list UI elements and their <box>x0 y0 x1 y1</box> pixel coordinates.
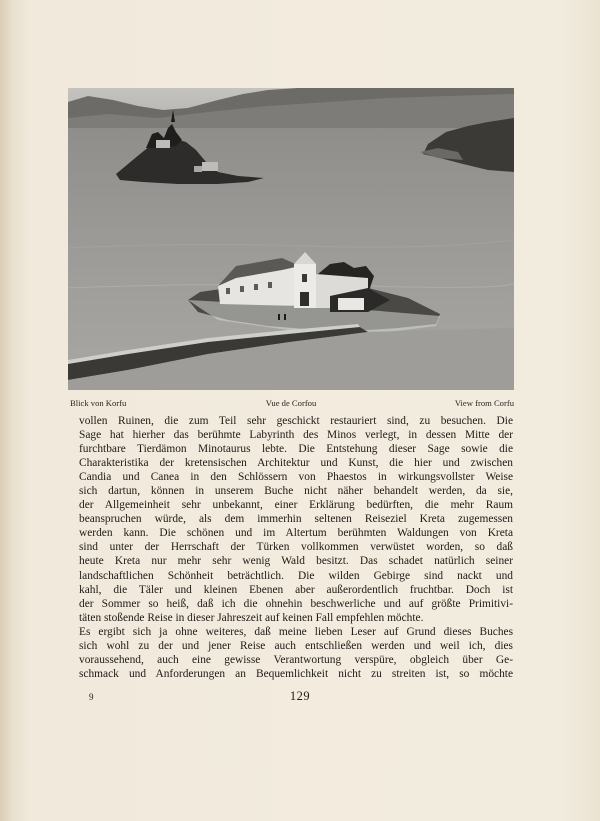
text-line: voraussehend, auch eine gewisse Verantwortung verspüre, obgleich über Ge- <box>79 653 513 666</box>
text-line: sind unter der Herrschaft der Türken vollkommen verwüstet worden, so daß <box>79 541 513 554</box>
text-line: täten stoßende Reise in dieser Jahreszeit auf keinen Fall empfehlen möchte. <box>79 611 424 624</box>
photo-captions <box>68 398 514 412</box>
text-line: der Sommer so heiß, daß ich die ohnehin beschwerliche und auf größte Primitivi- <box>79 597 513 610</box>
text-line: kahl, die Täler und kleinen Ebenen aber außerordentlich fruchtbar. Doch ist <box>79 583 513 596</box>
text-line: Sage hat hierher das berühmte Labyrinth des Minos verlegt, in dessen Mitte der <box>79 429 513 442</box>
paragraph-1 <box>79 414 513 625</box>
body-text <box>79 414 513 681</box>
caption-english: View from Corfu <box>454 398 514 408</box>
text-line: Es ergibt sich ja ohne weiteres, daß meine lieben Leser auf Grund dieses Buches <box>79 625 513 638</box>
paragraph-2 <box>79 625 513 681</box>
text-line: furchtbare Tierdämon Minotaurus lebte. Die Entstehung dieser Sage sowie die <box>79 443 513 456</box>
text-line: beanspruchen würde, als dem immerhin seltenen Reiseziel Kreta zugemessen <box>79 513 513 526</box>
caption-french: Vue de Corfou <box>265 398 317 408</box>
text-line: werden kann. Die schönen und im Altertum berühmten Waldungen von Kreta <box>79 527 513 540</box>
text-line: landschaftlichen Schönheit beträchtlich. Die wilden Gebirge sind nackt und <box>79 569 513 582</box>
text-line: heute Kreta nur mehr sehr wenig Wald besitzt. Das schadet natürlich seiner <box>79 555 513 568</box>
text-line: der Allgemeinheit sehr unbekannt, einer Erklärung bedürften, die mehr Raum <box>79 499 513 512</box>
text-line: sich dartun, können in unserem Buche nicht näher behandelt werden, da sie, <box>79 485 513 498</box>
photograph-island-monastery <box>68 88 514 390</box>
text-line: Charakteristika der kretensischen Architektur und Kunst, die hier und zwischen <box>79 457 513 470</box>
signature-mark: 9 <box>89 692 94 702</box>
caption-german: Blick von Korfu <box>70 398 127 408</box>
text-line: schmack und Anforderungen an Bequemlichkeit nicht zu streiten ist, so möchte <box>79 667 513 680</box>
page-number: 129 <box>289 689 311 703</box>
text-line: sich wohl zu der und jener Reise auch entschließen werden und weil ich, dies <box>79 639 513 652</box>
text-line: vollen Ruinen, die zum Teil sehr geschickt restauriert sind, zu besuchen. Die <box>79 415 513 427</box>
photo-illustration <box>68 88 514 390</box>
text-line: Candia und Canea in den Schlössern von Phaestos in wirkungsvollster Weise <box>79 471 513 484</box>
